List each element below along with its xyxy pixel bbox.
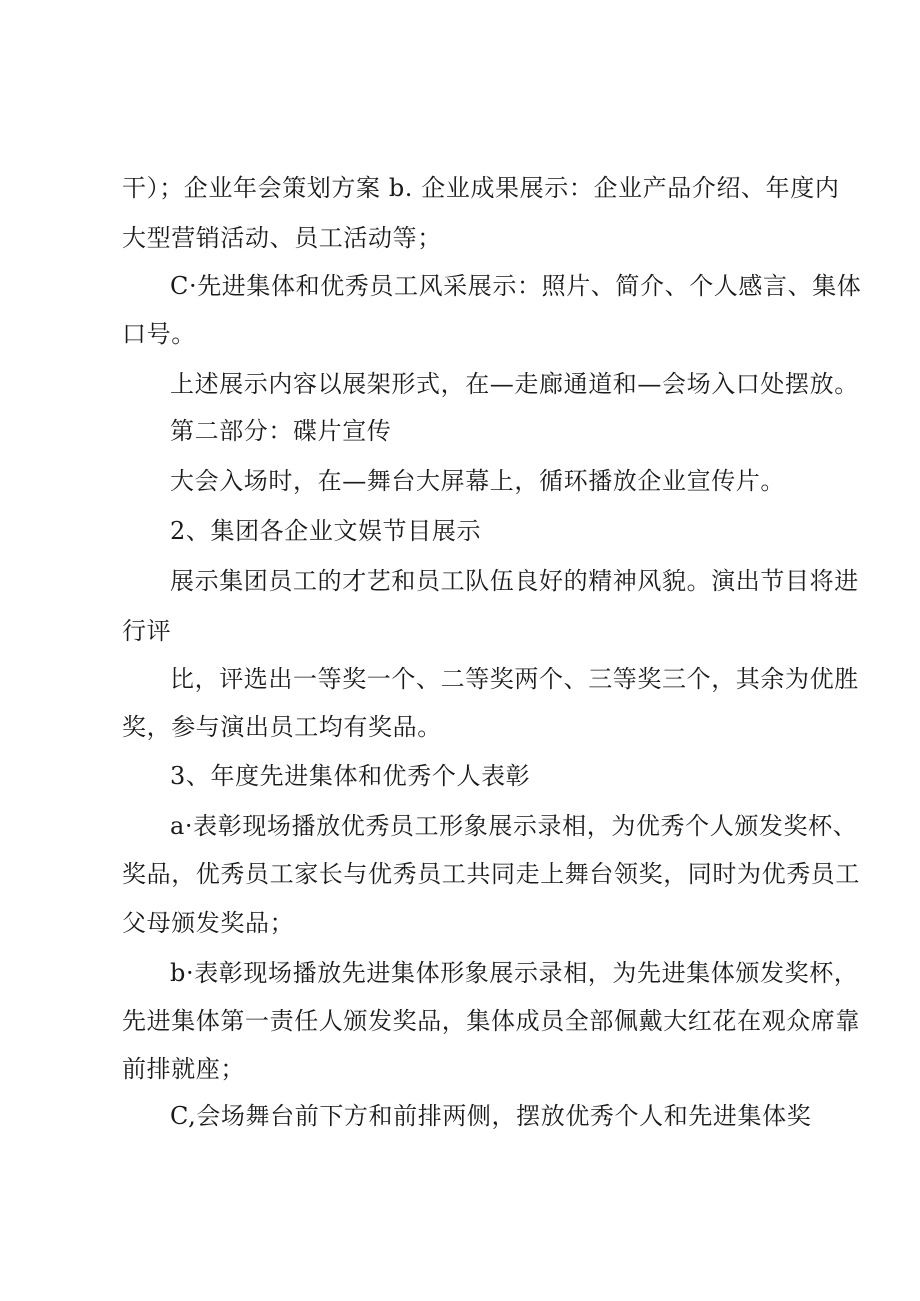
section-heading: 第二部分：碟片宣传	[170, 417, 392, 445]
text-line: 口号。	[122, 320, 196, 348]
text-line: 比，评选出一等奖一个、二等奖两个、三等奖三个，其余为优胜	[170, 665, 859, 693]
text-line: C·先进集体和优秀员工风采展示：照片、简介、个人感言、集体	[170, 272, 862, 300]
text-line: 前排就座；	[122, 1055, 245, 1083]
text-line: 大型营销活动、员工活动等；	[122, 224, 442, 252]
text-line: 行评	[122, 617, 172, 645]
text-line: b·表彰现场播放先进集体形象展示录相，为先进集体颁发奖杯，	[170, 959, 859, 987]
text-line: 上述展示内容以展架形式，在—走廊通道和—会场入口处摆放。	[170, 370, 859, 398]
text-line: 奖，参与演出员工均有奖品。	[122, 713, 442, 741]
text-line: 先进集体第一责任人颁发奖品，集体成员全部佩戴大红花在观众席靠	[122, 1007, 860, 1035]
text-line: 奖品，优秀员工家长与优秀员工共同走上舞台领奖，同时为优秀员工	[122, 860, 860, 888]
text-line: 大会入场时，在—舞台大屏幕上，循环播放企业宣传片。	[170, 467, 785, 495]
text-line: 父母颁发奖品；	[122, 909, 295, 937]
text-line: a·表彰现场播放优秀员工形象展示录相，为优秀个人颁发奖杯、	[170, 812, 858, 840]
section-heading: 2、集团各企业文娱节目展示	[170, 517, 482, 545]
text-line: 干）；企业年会策划方案 b. 企业成果展示：企业产品介绍、年度内	[122, 174, 840, 202]
text-line: C,会场舞台前下方和前排两侧，摆放优秀个人和先进集体奖	[170, 1102, 812, 1130]
section-heading: 3、年度先进集体和优秀个人表彰	[170, 762, 531, 790]
text-line: 展示集团员工的才艺和员工队伍良好的精神风貌。演出节目将进	[170, 567, 859, 595]
